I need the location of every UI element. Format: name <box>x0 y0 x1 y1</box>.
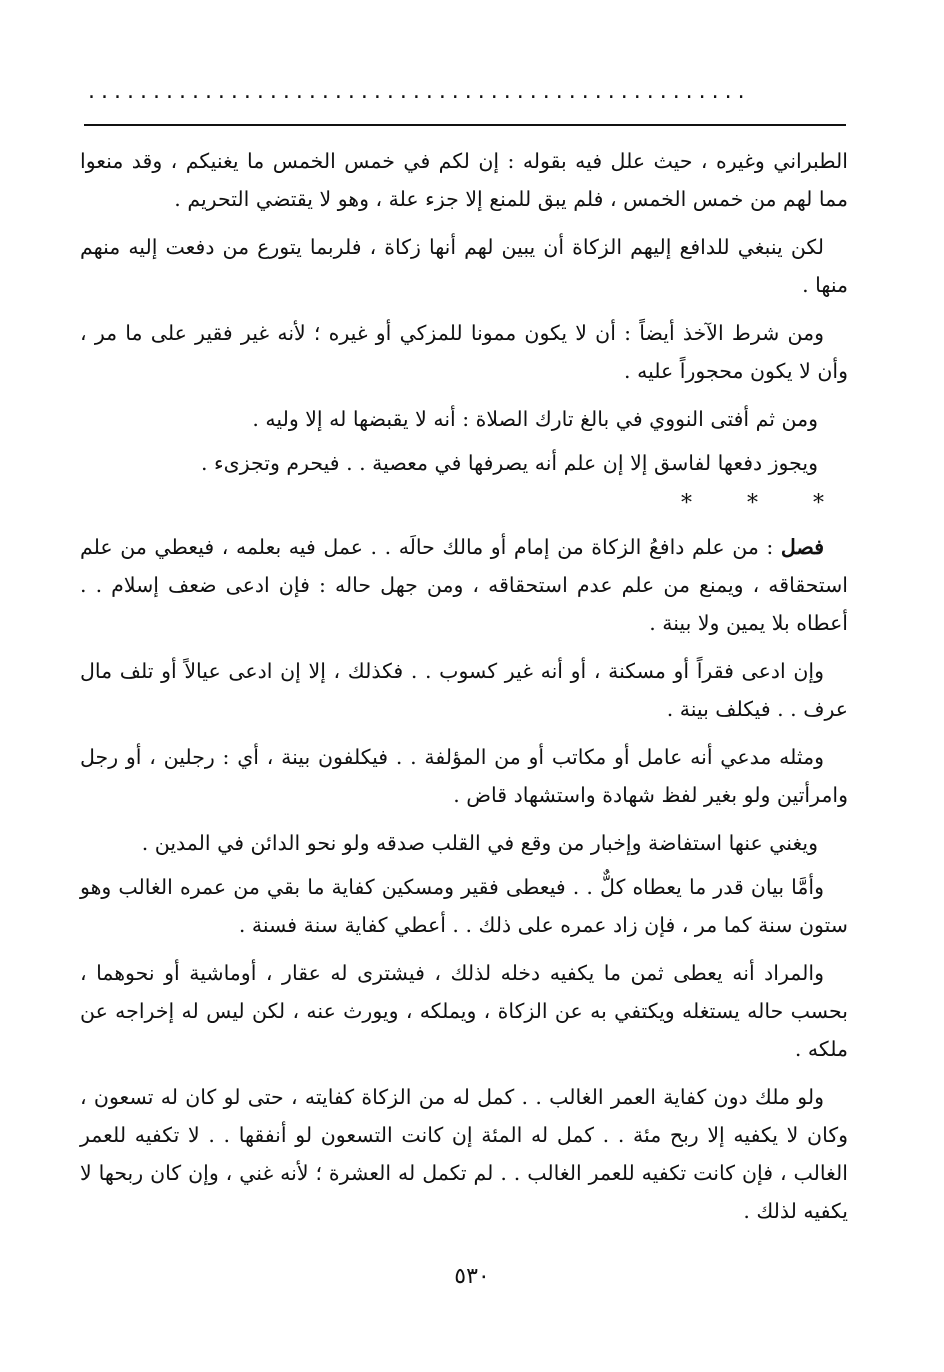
header-dotted-line: ................................................... <box>88 80 751 104</box>
paragraph: ومثله مدعي أنه عامل أو مكاتب أو من المؤلفة . . فيكلفون بينة ، أي : رجلين ، أو رجل وامرأتين ولو بغير لفظ شهادة واستشهاد قاض . <box>80 745 848 807</box>
paragraph: ومن ثم أفتى النووي في بالغ تارك الصلاة : أنه لا يقبضها له إلا وليه . <box>252 407 818 431</box>
section-first-paragraph <box>80 528 848 642</box>
section-separator: * * * <box>681 491 848 516</box>
section-first-text: : من علم دافعُ الزكاة من إمام أو مالك حالَه . . عمل فيه بعلمه ، فيعطي من علم استحقاقه ، ويمنع من علم عدم استحقاقه ، ومن جهل حاله : فإن ادعى ضعف إسلام . . أعطاه بلا يمين ولا بينة . <box>80 535 848 635</box>
page-body <box>80 142 848 1240</box>
paragraph: ولو ملك دون كفاية العمر الغالب . . كمل له من الزكاة كفايته ، حتى لو كان له تسعون ، وكان لا يكفيه إلا ربح مئة . . كمل له المئة إن كانت التسعون لو أنفقها . . لا تكفيه للعمر الغالب ، فإن كانت تكفيه للعمر الغالب . . لم تكمل له العشرة ؛ لأنه غني ، وإن كان ربحها لا يكفيه لذلك . <box>80 1085 848 1223</box>
page-number: ٥٣٠ <box>454 1264 490 1289</box>
paragraph: لكن ينبغي للدافع إليهم الزكاة أن يبين لهم أنها زكاة ، فلربما يتورع من دفعت إليه منهم منها . <box>80 235 848 297</box>
paragraph: ومن شرط الآخذ أيضاً : أن لا يكون ممونا للمزكي أو غيره ؛ لأنه غير فقير على ما مر ، وأن لا يكون محجوراً عليه . <box>80 321 848 383</box>
paragraph: الطبراني وغيره ، حيث علل فيه بقوله : إن لكم في خمس الخمس ما يغنيكم ، وقد منعوا مما لهم من خمس الخمس ، فلم يبق للمنع إلا جزء علة ، وهو لا يقتضي التحريم . <box>80 149 848 211</box>
paragraph: ويغني عنها استفاضة وإخبار من وقع في القلب صدقه ولو نحو الدائن في المدين . <box>141 831 818 855</box>
section-heading: فصل <box>780 535 824 559</box>
paragraph: ويجوز دفعها لفاسق إلا إن علم أنه يصرفها في معصية . . فيحرم وتجزىء . <box>200 451 818 475</box>
paragraph: والمراد أنه يعطى ثمن ما يكفيه دخله لذلك ، فيشترى له عقار ، أوماشية أو نحوهما ، بحسب حاله يستغله ويكتفي به عن الزكاة ، ويملكه ، ويورث عنه ، لكن ليس له إخراجه عن ملكه . <box>80 961 848 1061</box>
header-rule <box>84 124 846 126</box>
paragraph: وأمَّا بيان قدر ما يعطاه كلٌّ . . فيعطى فقير ومسكين كفاية ما بقي من عمره الغالب وهو ستون سنة كما مر ، فإن زاد عمره على ذلك . . أعطي كفاية سنة فسنة . <box>80 875 848 937</box>
paragraph: وإن ادعى فقراً أو مسكنة ، أو أنه غير كسوب . . فكذلك ، إلا إن ادعى عيالاً أو تلف مال عرف . . فيكلف بينة . <box>80 659 848 721</box>
